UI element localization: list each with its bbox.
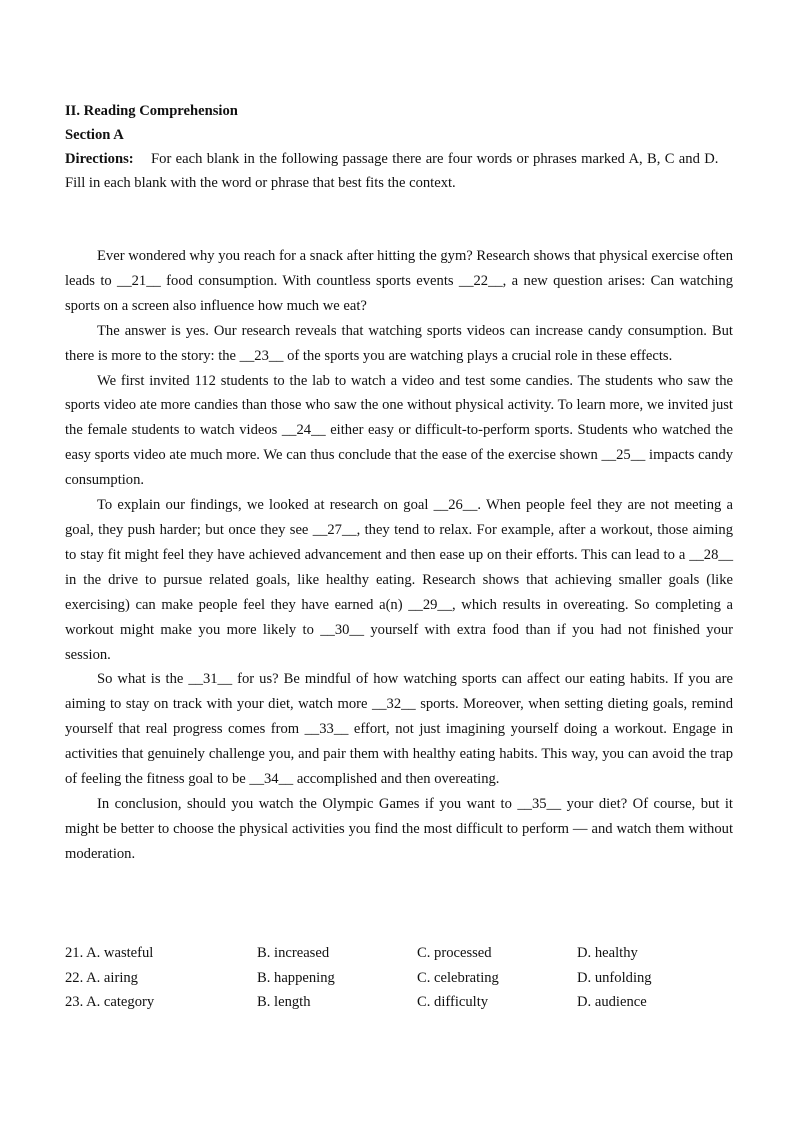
option-c: C. processed	[417, 945, 492, 961]
passage-paragraph: So what is the __31__ for us? Be mindful of how watching sports can affect our eating habits. If you are aiming to stay on track with your diet, watch more __32__ sports. Moreover, when setting dieting goals, remind yourself that real progress comes from __33__ effort, not just imagining yourself doing a workout. Engage in activities that genuinely challenge you, and pair them with healthy eating habits. This way, you can avoid the trap of feeling the fitness goal to be __34__ accomplished and then overeating.	[65, 671, 733, 788]
option-b: B. increased	[257, 945, 330, 961]
passage-paragraph: Ever wondered why you reach for a snack after hitting the gym? Research shows that physical exercise often leads to __21__ food consumption. With countless sports events __22__, a new question arises: Can watching sports on a screen also influence how much we eat?	[65, 248, 733, 314]
section-title: II. Reading Comprehension	[65, 103, 238, 119]
option-a: 23. A. category	[65, 994, 155, 1010]
passage-paragraph: We first invited 112 students to the lab to watch a video and test some candies. The students who saw the sports video ate more candies than those who saw the one without physical activity. To learn more, we invited just the female students to watch videos __24__ either easy or difficult-to-perform sports. Students who watched the easy sports video ate much more. We can thus conclude that the ease of the exercise shown __25__ impacts candy consumption.	[65, 372, 733, 489]
passage-paragraph: In conclusion, should you watch the Olympic Games if you want to __35__ your diet? Of course, but it might be better to choose the physical activities you find the most difficult to perform — and watch them without moderation.	[65, 795, 733, 862]
section-subtitle: Section A	[65, 127, 124, 143]
option-d: D. unfolding	[577, 969, 652, 986]
option-b: B. happening	[257, 969, 335, 986]
answer-options	[65, 941, 733, 1015]
section-header	[65, 99, 733, 195]
option-a: 22. A. airing	[65, 969, 138, 986]
question-row	[65, 966, 733, 991]
passage	[65, 244, 733, 867]
option-d: D. healthy	[577, 945, 638, 961]
directions	[65, 147, 733, 195]
option-c: C. difficulty	[417, 994, 489, 1010]
question-row	[65, 941, 733, 966]
option-d: D. audience	[577, 994, 647, 1010]
option-a: 21. A. wasteful	[65, 945, 154, 961]
directions-text: For each blank in the following passage there are four words or phrases marked A, B, C and D. Fill in each blank with the word or phrase that best fits the context.	[65, 151, 733, 191]
option-b: B. length	[257, 994, 311, 1010]
question-row	[65, 990, 733, 1015]
passage-paragraph: The answer is yes. Our research reveals that watching sports videos can increase candy consumption. But there is more to the story: the __23__ of the sports you are watching plays a crucial role in these effects.	[65, 322, 733, 364]
directions-label: Directions:	[65, 151, 134, 167]
passage-paragraph: To explain our findings, we looked at research on goal __26__. When people feel they are not meeting a goal, they push harder; but once they see __27__, they tend to relax. For example, after a workout, those aiming to stay fit might feel they have achieved advancement and then ease up on their efforts. This can lead to a __28__ in the drive to pursue related goals, like healthy eating. Research shows that achieving smaller goals (like exercising) can make people feel they have earned a(n) __29__, which results in overeating. So completing a workout might make you more likely to __30__ yourself with extra food than if you had not finished your session.	[65, 497, 733, 663]
option-c: C. celebrating	[417, 969, 499, 986]
